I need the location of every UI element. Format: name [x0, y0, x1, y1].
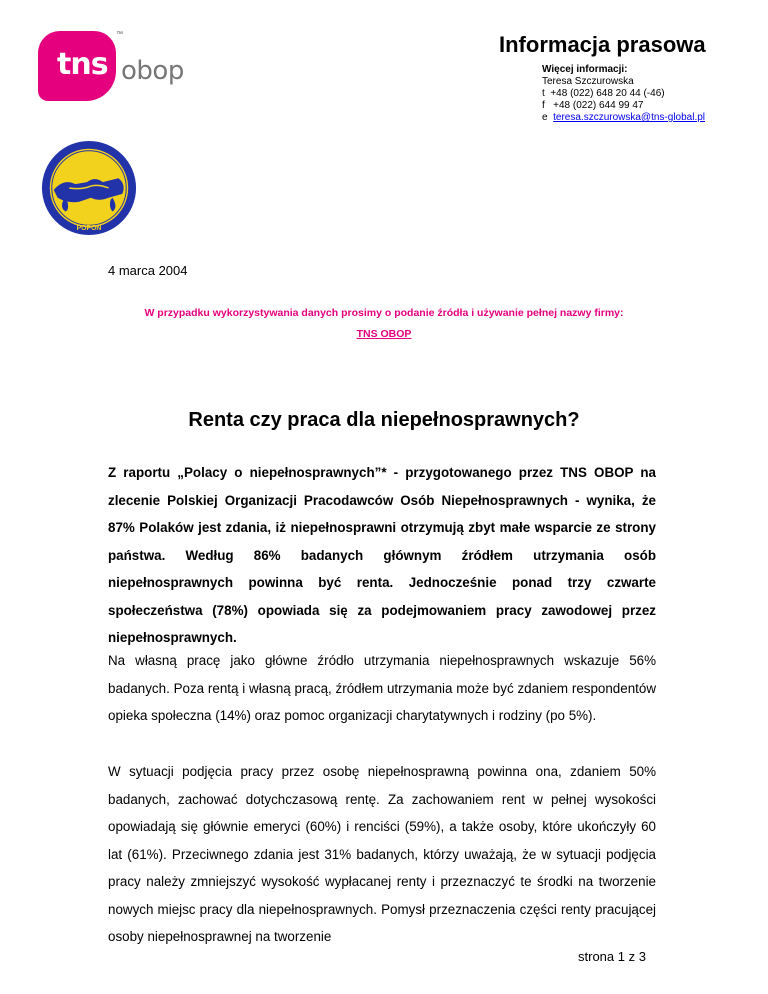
fax-label: f	[542, 100, 545, 111]
contact-fax-row	[542, 100, 705, 112]
press-release-title: Informacja prasowa	[499, 32, 706, 57]
contact-fax: +48 (022) 644 99 47	[553, 100, 644, 111]
attribution-company-name: TNS OBOP	[356, 328, 412, 340]
contact-phone: +48 (022) 648 20 44 (-46)	[550, 88, 665, 99]
seal-text: POPON	[76, 225, 102, 233]
contact-email-row	[542, 112, 705, 124]
tns-logo	[38, 31, 123, 101]
email-label: e	[542, 112, 548, 123]
logo-obop-text: obop	[121, 56, 184, 86]
contact-name: Teresa Szczurowska	[542, 76, 634, 87]
contact-phone-row	[542, 88, 705, 100]
contact-heading: Więcej informacji:	[542, 64, 628, 75]
phone-label: t	[542, 88, 545, 99]
release-date: 4 marca 2004	[108, 263, 188, 278]
page-number: strona 1 z 3	[578, 949, 646, 964]
lead-paragraph: Z raportu „Polacy o niepełnosprawnych”* - przygotowanego przez TNS OBOP na zlecenie Polskiej Organizacji Pracodawców Osób Niepełnosprawnych - wynika, że 87% Polaków jest zdania, iż niepełnosprawni otrzymują zbyt małe wsparcie ze strony państwa. Według 86% badanych głównym źródłem utrzymania osób niepełnosprawnych powinna być renta. Jednocześnie ponad trzy czwarte społeczeństwa (78%) opowiada się za podejmowaniem pracy zawodowej przez niepełnosprawnych.	[108, 465, 656, 645]
body-paragraph: Na własną pracę jako główne źródło utrzymania niepełnosprawnych wskazuje 56% badanych. Poza rentą i własną pracą, źródłem utrzymania może być zdaniem respondentów opieka społeczna (14%) oraz pomoc organizacji charytatywnych i rodziny (po 5%).	[108, 653, 656, 723]
attribution-notice: W przypadku wykorzystywania danych prosimy o podanie źródła i używanie pełnej nazwy firmy:	[144, 307, 624, 319]
body-paragraph: W sytuacji podjęcia pracy przez osobę niepełnosprawną powinna ona, zdaniem 50% badanych, zachować dotychczasową rentę. Za zachowaniem rent w pełnej wysokości opowiadają się głównie emeryci (60%) i renciści (59%), a także osoby, które ukończyły 60 lat (61%). Przeciwnego zdania jest 31% badanych, którzy uważają, że w sytuacji podjęcia pracy należy zmniejszyć wysokość wypłacanej renty i przeznaczyć te środki na tworzenie nowych miejsc pracy dla niepełnosprawnych. Pomysł przeznaczenia części renty pracującej osoby niepełnosprawnej na tworzenie	[108, 764, 656, 944]
logo-trademark: ™	[116, 31, 123, 38]
contact-block	[542, 64, 705, 124]
logo-tns-text: tns	[57, 47, 108, 82]
contact-email-link[interactable]: teresa.szczurowska@tns-global.pl	[553, 112, 706, 123]
article-headline: Renta czy praca dla niepełnosprawnych?	[188, 409, 580, 431]
popon-seal-logo	[40, 139, 138, 237]
